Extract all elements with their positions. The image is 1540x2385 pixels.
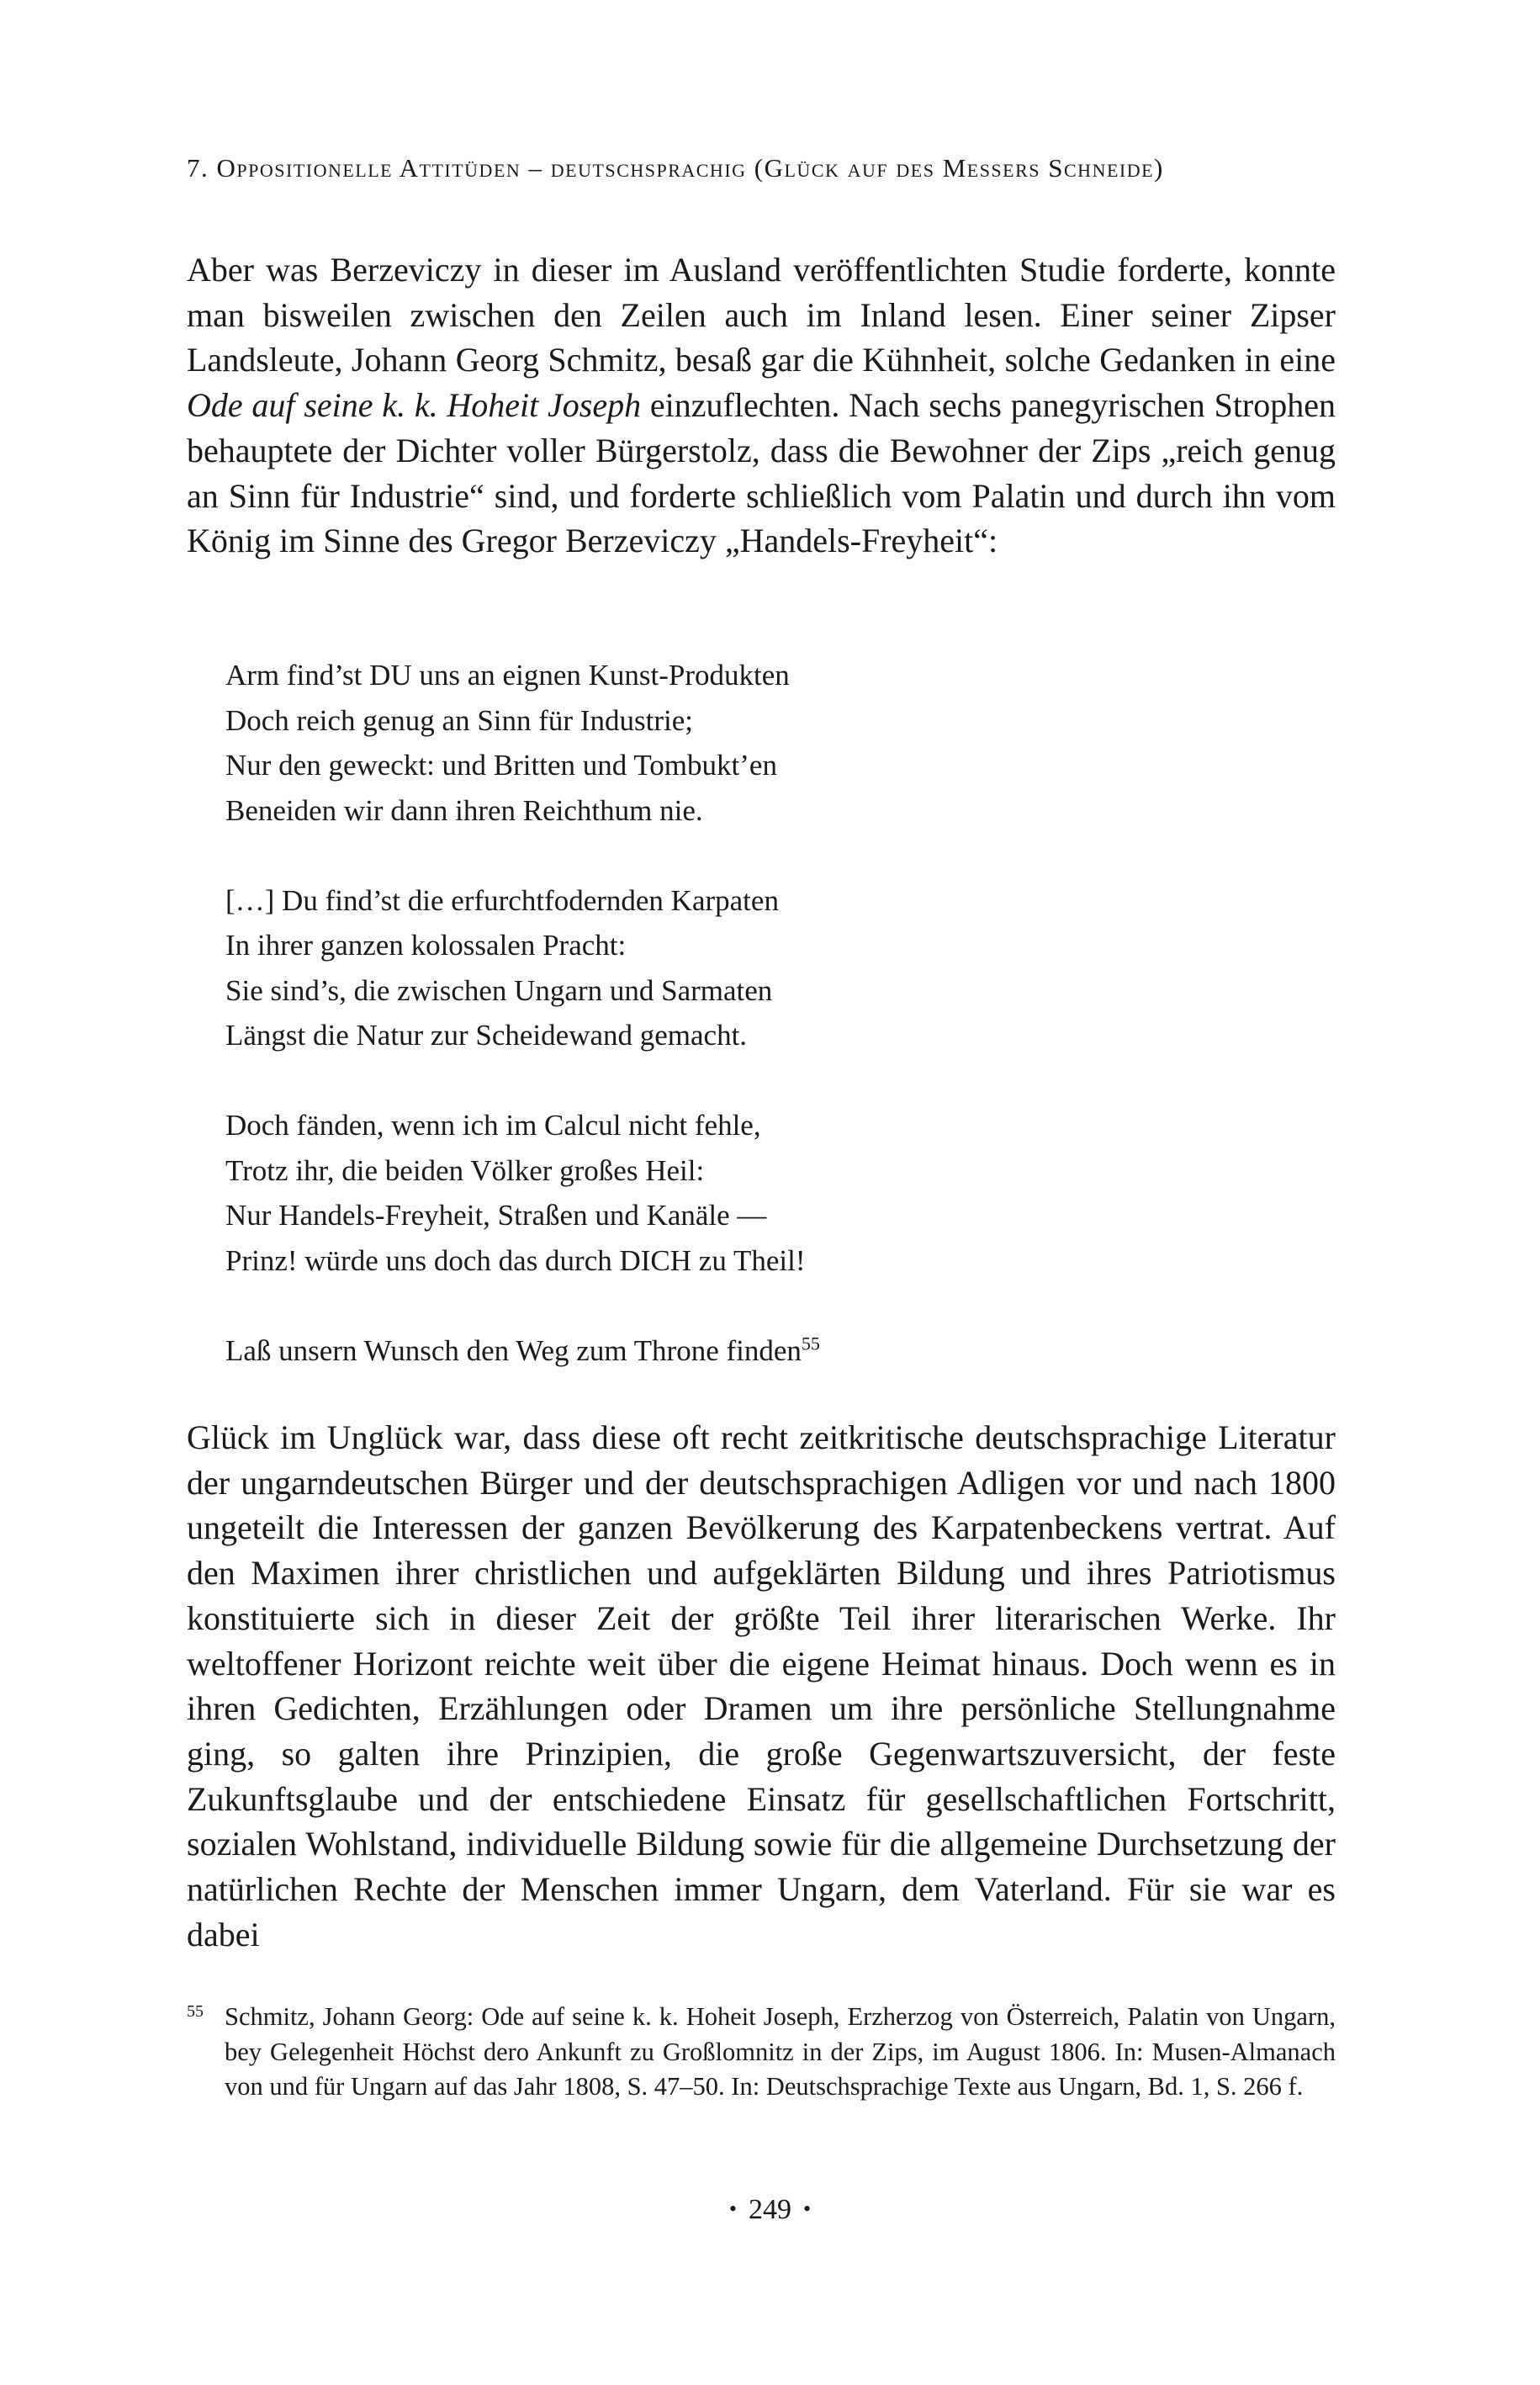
body-paragraph-2: Glück im Unglück war, dass diese oft recht zeitkritische deutschsprachige Literatur der ungarndeutschen Bürger und der deutschsprachigen Adligen vor und nach 1800 ungeteilt die Interessen der ganzen Bevölkerung des Karpatenbeckens vertrat. Auf den Maximen ihrer christlichen und aufgeklärten Bildung und ihres Patriotismus konstituierte sich in dieser Zeit der größte Teil ihrer literarischen Werke. Ihr weltoffener Horizont reichte weit über die eigene Heimat hinaus. Doch wenn es in ihren Gedichten, Erzählungen oder Dramen um ihre persönliche Stellungnahme ging, so galten ihre Prinzipien, die große Gegenwartszuversicht, der feste Zukunftsglaube und der entschiedene Einsatz für gesellschaftlichen Fortschritt, sozialen Wohlstand, individuelle Bildung sowie für die allgemeine Durchsetzung der natürlichen Rechte der Menschen immer Ungarn, dem Vaterland. Für sie war es dabei (187, 1418, 1336, 1953)
poem-line: Trotz ihr, die beiden Völker großes Heil: (225, 1153, 705, 1187)
poem-line: Doch reich genug an Sinn für Industrie; (225, 703, 693, 737)
poem-stanza-3 (225, 1103, 1151, 1283)
poem-quotation (225, 653, 1151, 1418)
body-paragraph-1 (187, 247, 1336, 564)
poem-line: Nur den geweckt: und Britten und Tombukt’en (225, 749, 777, 782)
poem-line: Arm find’st DU uns an eignen Kunst-Produkten (225, 659, 790, 692)
poem-line: Sie sind’s, die zwischen Ungarn und Sarmaten (225, 973, 773, 1007)
poem-line: Beneiden wir dann ihren Reichthum nie. (225, 793, 703, 827)
running-head: 7. Oppositionelle Attitüden – deutschsprachig (Glück auf des Messers Schneide) (187, 153, 1164, 183)
poem-line: Laß unsern Wunsch den Weg zum Throne finden (225, 1333, 802, 1367)
footnote-text: Schmitz, Johann Georg: Ode auf seine k. k. Hoheit Joseph, Erzherzog von Österreich, Palatin von Ungarn, bey Gelegenheit Höchst dero Ankunft zu Großlomnitz in der Zips, im August 1806. In: Musen-Almanach von und für Ungarn auf das Jahr 1808, S. 47–50. In: Deutschsprachige Texte aus Ungarn, Bd. 1, S. 266 f. (225, 2002, 1336, 2101)
poem-stanza-2 (225, 878, 1151, 1058)
poem-line: Doch fänden, wenn ich im Calcul nicht fehle, (225, 1109, 761, 1142)
page-number: 249 (749, 2194, 791, 2225)
paragraph-text: einzuflechten. Nach sechs panegyrischen Strophen behauptete der Dichter voller Bürgerstolz, dass die Bewohner der Zips „reich genug an Sinn für Industrie“ sind, und forderte schließlich vom Palatin und durch ihn vom König im Sinne des Gregor Berzeviczy „Handels-Freyheit“: (187, 386, 1336, 560)
poem-final-line (225, 1328, 1151, 1374)
poem-line: […] Du find’st die erfurchtfodernden Karpaten (225, 883, 779, 917)
work-title: Ode auf seine k. k. Hoheit Joseph (187, 386, 642, 425)
folio-ornament-right: • (803, 2197, 812, 2221)
footnote-reference[interactable]: 55 (801, 1332, 820, 1354)
page-folio (0, 2194, 1540, 2226)
poem-line: In ihrer ganzen kolossalen Pracht: (225, 929, 627, 962)
poem-line: Nur Handels-Freyheit, Straßen und Kanäle — (225, 1199, 767, 1232)
footnote-number: 55 (187, 2002, 204, 2021)
poem-line: Längst die Natur zur Scheidewand gemacht. (225, 1019, 748, 1052)
footnote-55 (187, 2000, 1336, 2105)
poem-line: Prinz! würde uns doch das durch DICH zu Theil! (225, 1243, 806, 1277)
folio-ornament-left: • (728, 2197, 737, 2221)
poem-stanza-1 (225, 653, 1151, 833)
paragraph-text: Aber was Berzeviczy in dieser im Ausland veröffentlichten Studie forderte, konnte man bisweilen zwischen den Zeilen auch im Inland lesen. Einer seiner Zipser Landsleute, Johann Georg Schmitz, besaß gar die Kühnheit, solche Gedanken in eine (187, 251, 1336, 379)
